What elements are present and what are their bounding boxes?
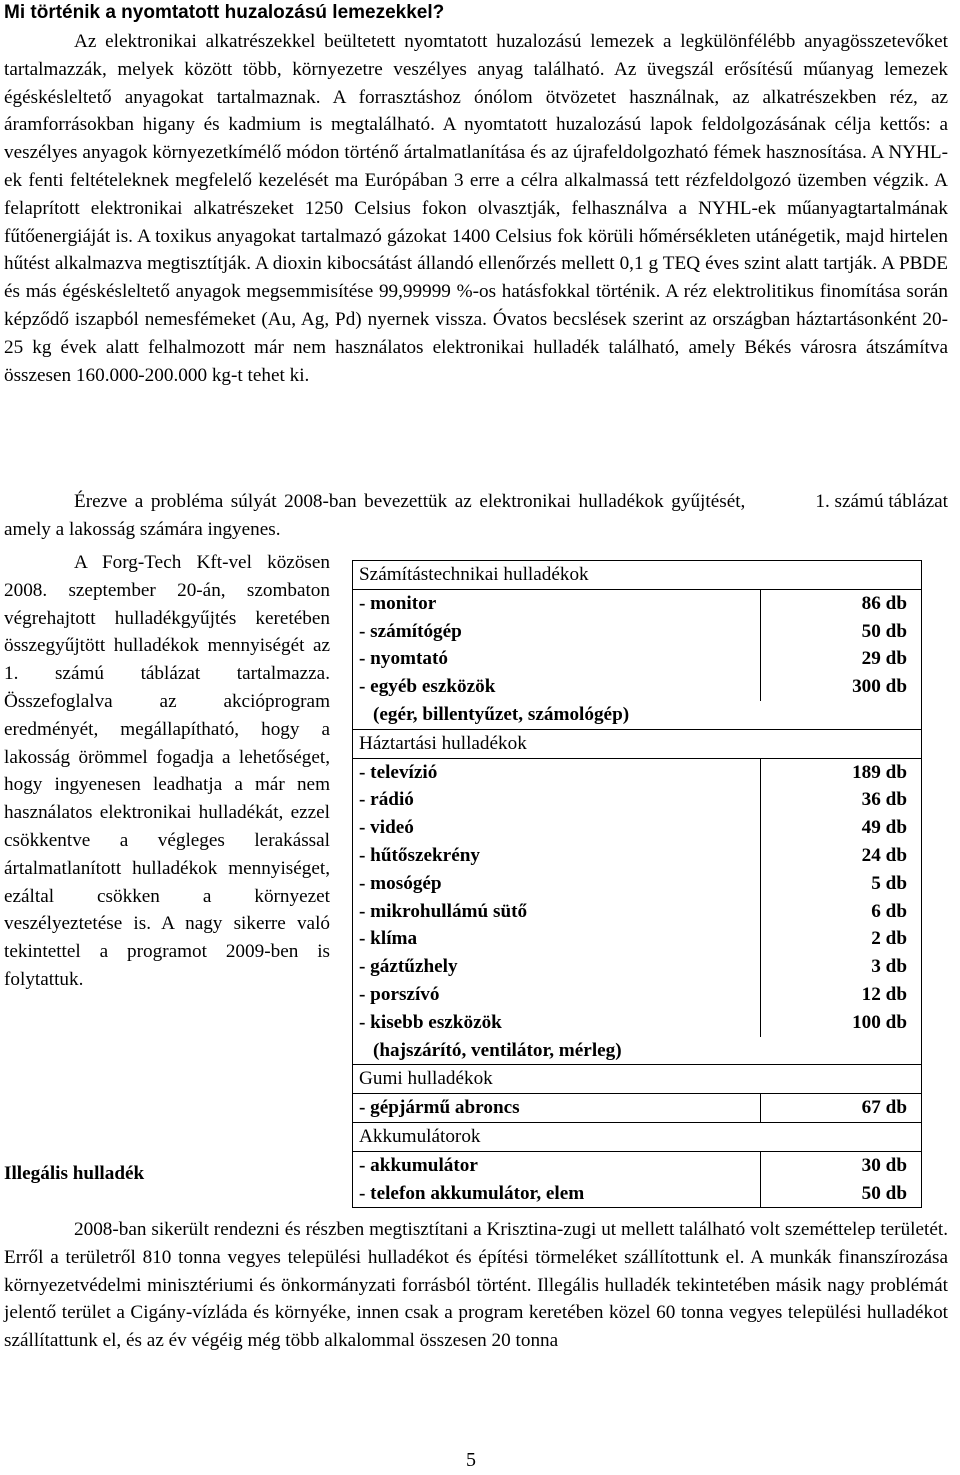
table-category-label: Háztartási hulladékok (353, 729, 922, 758)
table-row (353, 1094, 922, 1123)
paragraph-illegal-waste: 2008-ban sikerült rendezni és részben megtisztítani a Krisztina-zugi ut mellett található volt szeméttelep területét. Erről a területről 810 tonna vegyes települési hulladékot és építési törmeléket szállítottunk el. A munkák finanszírozása környezetvédelmi minisztériumi és önkormányzati forrásból történt. Illegális hulladék tekintetében másik nagy problémát jelentő terület a Cigány-vízláda és környéke, innen csak a program keretében közel 60 tonna vegyes települési hulladékot szállítattunk el, és az év végéig még több alkalommal összesen 20 tonna (4, 1219, 948, 1352)
table-item-quantity: 2 db (761, 925, 922, 953)
table-category-label: Akkumulátorok (353, 1122, 922, 1151)
table-group (353, 561, 922, 730)
table-row (353, 645, 922, 673)
table-item-quantity: 3 db (761, 953, 922, 981)
paragraph-pcb-processing: Az elektronikai alkatrészekkel beültetett nyomtatott huzalozású lemezek a legkülönfélébb anyagösszetevőket tartalmazzák, melyek között több, környezetre veszélyes anyag található. Az üvegszál erősítésű műanyag lemezek égéskésleltető anyagokat tartalmaznak. A forrasztáshoz ónólom ötvözetet használnak, az alkatrészekben réz, az áramforrásokban higany és kadmium is megtalálható. A nyomtatott huzalozású lapok feldolgozásának célja kettős: a veszélyes anyagok környezetkímélő módon történő ártalmatlanítása és az újrafeldolgozható fémek hasznosítása. A NYHL-ek fenti feltételeknek megfelelő kezelését ma Európában 3 erre a célra alkalmassá tett rézfeldolgozó üzemben végzik. A felaprított elektronikai alkatrészeket 1250 Celsius fokon olvasztják, felhasználva a NYHL-ek műanyagtartalmának fűtőenergiáját is. A toxikus anyagokat tartalmazó gázokat 1400 Celsius fok körüli hőmérsékleten utánégetik, majd hirtelen hűtést alkalmazva megtisztítják. A dioxin kibocsátást állandó ellenőrzés mellett 0,1 g TEQ éves szint alatt tartják. A PBDE és más égéskésleltető anyagok megsemmisítése 99,99999 %-os hatásfokkal történik. A réz elektrolitikus finomítása során képződő iszapból nemesfémeket (Au, Ag, Pd) nyernek vissza. Óvatos becslések szerint az országban háztartásonként 20-25 kg évek alatt felhalmozott már nem használatos elektronikai hulladék található, amely Békés városra átszámítva összesen 160.000-200.000 kg-t tehet ki. (4, 31, 948, 386)
table-item-quantity: 29 db (761, 645, 922, 673)
section-heading: Mi történik a nyomtatott huzalozású lemezekkel? (4, 2, 445, 23)
table-item-name: - egyéb eszközök (353, 673, 761, 701)
table-category-row (353, 1065, 922, 1094)
paragraph-forg-tech: A Forg-Tech Kft-vel közösen 2008. szeptember 20-án, szombaton végrehajtott hulladékgyűjtés keretében összegyűjtött hulladékok mennyiségét az 1. számú táblázat tartalmazza. Összefoglalva az akcióprogram eredményét, megállapítható, hogy a lakosság örömmel fogadja a lehetőséget, hogy ingyenesen leadhatja a már nem használatos elektronikai hulladékát, ezzel csökkentve a végleges lerakással ártalmatlanított hulladékok mennyiséget, ezáltal csökken a környezet veszélyeztetése is. A nagy sikerre való tekintettel a programot 2009-ben is folytattuk. (4, 552, 330, 990)
table-row (353, 953, 922, 981)
table-item-quantity: 49 db (761, 814, 922, 842)
paragraph-collection-text: Érezve a probléma súlyát 2008-ban bevezettük az elektronikai hulladékok gyűjtését, amely a lakosság számára ingyenes. (4, 491, 746, 540)
page-number: 5 (466, 1449, 476, 1471)
table-item-name: - videó (353, 814, 761, 842)
table-row (353, 673, 922, 701)
table-item-quantity: 5 db (761, 870, 922, 898)
table-item-name: - számítógép (353, 618, 761, 646)
table-item-name: - mosógép (353, 870, 761, 898)
table-item-quantity: 30 db (761, 1151, 922, 1179)
table-item-name: - gépjármű abroncs (353, 1094, 761, 1123)
table-reference: 1. számú táblázat (815, 491, 948, 512)
table-item-name: - rádió (353, 786, 761, 814)
table-row (353, 589, 922, 617)
table-category-row (353, 1122, 922, 1151)
table-item-name: - nyomtató (353, 645, 761, 673)
table-item-quantity: 36 db (761, 786, 922, 814)
table-item-quantity: 189 db (761, 758, 922, 786)
table-item-quantity: 50 db (761, 1180, 922, 1208)
table-item-name: - televízió (353, 758, 761, 786)
table-item-name: - klíma (353, 925, 761, 953)
table-row (353, 870, 922, 898)
table-item-name: - akkumulátor (353, 1151, 761, 1179)
table-row (353, 842, 922, 870)
table-item-quantity: 100 db (761, 1009, 922, 1037)
table-row (353, 758, 922, 786)
table-row (353, 1180, 922, 1208)
table-group (353, 1065, 922, 1123)
table-item-note: (hajszárító, ventilátor, mérleg) (353, 1037, 922, 1065)
illegal-waste-heading: Illegális hulladék (4, 1163, 145, 1184)
table-note-row (353, 701, 922, 729)
table-row (353, 925, 922, 953)
table-group (353, 729, 922, 1065)
table-item-quantity: 300 db (761, 673, 922, 701)
paragraph-collection-intro (4, 488, 948, 544)
table-row (353, 1151, 922, 1179)
table-item-name: - gáztűzhely (353, 953, 761, 981)
table-item-quantity: 86 db (761, 589, 922, 617)
table-group (353, 1122, 922, 1207)
table-row (353, 814, 922, 842)
table-row (353, 786, 922, 814)
table-item-name: - kisebb eszközök (353, 1009, 761, 1037)
table-item-name: - mikrohullámú sütő (353, 898, 761, 926)
table-item-name: - hűtőszekrény (353, 842, 761, 870)
table-item-quantity: 50 db (761, 618, 922, 646)
table-note-row (353, 1037, 922, 1065)
table-category-row (353, 729, 922, 758)
table-item-quantity: 6 db (761, 898, 922, 926)
table-row (353, 1009, 922, 1037)
table-item-name: - telefon akkumulátor, elem (353, 1180, 761, 1208)
table-category-row (353, 561, 922, 590)
table-item-note: (egér, billentyűzet, számológép) (353, 701, 922, 729)
table-row (353, 898, 922, 926)
table-item-name: - monitor (353, 589, 761, 617)
waste-quantity-table (352, 560, 922, 1208)
table-row (353, 618, 922, 646)
table-item-quantity: 24 db (761, 842, 922, 870)
table-item-name: - porszívó (353, 981, 761, 1009)
table-item-quantity: 67 db (761, 1094, 922, 1123)
table-category-label: Gumi hulladékok (353, 1065, 922, 1094)
table-item-quantity: 12 db (761, 981, 922, 1009)
table-row (353, 981, 922, 1009)
table-category-label: Számítástechnikai hulladékok (353, 561, 922, 590)
